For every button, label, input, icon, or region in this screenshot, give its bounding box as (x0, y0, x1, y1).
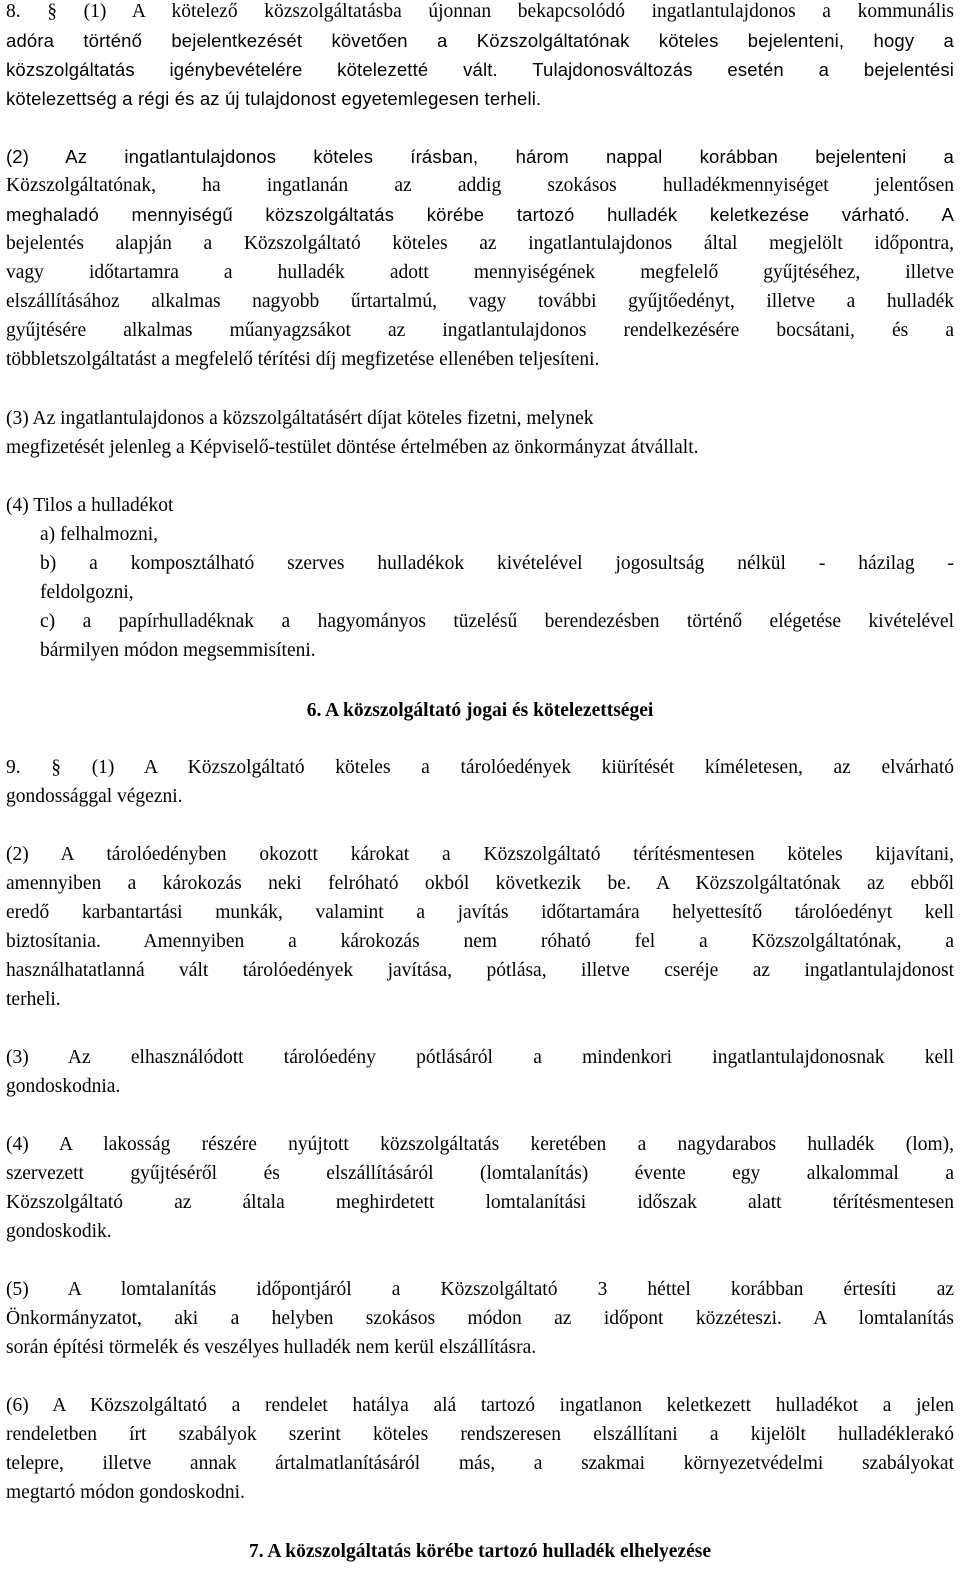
text-line: adóra történő bejelentkezését követően a Közszolgáltatónak köteles bejelenteni, hogy a (6, 30, 954, 51)
text-line: közszolgáltatás igénybevételére kötelezetté vált. Tulajdonosváltozás esetén a bejelentési (6, 59, 954, 80)
list-item-c-cont: bármilyen módon megsemmisíteni. (40, 640, 316, 661)
paragraph-9-4 (6, 1130, 954, 1246)
paragraph-8-4 (6, 491, 954, 665)
text-line: (3) Az elhasználódott tárolóedény pótlásáról a mindenkori ingatlantulajdonosnak kell (6, 1047, 954, 1068)
list-item-a: a) felhalmozni, (40, 524, 159, 545)
text-line: többletszolgáltatást a megfelelő térítési díj megfizetése ellenében teljesíteni. (6, 349, 600, 370)
text-line: bejelentés alapján a Közszolgáltató köteles az ingatlantulajdonos által megjelölt időpontra, (6, 233, 954, 254)
list-item-b-cont: feldolgozni, (40, 582, 134, 603)
paragraph-8-3 (6, 404, 954, 462)
text-line: telepre, illetve annak ártalmatlanításáról más, a szakmai környezetvédelmi szabályokat (6, 1453, 954, 1474)
text-line: (4) A lakosság részére nyújtott közszolgáltatás keretében a nagydarabos hulladék (lom), (6, 1134, 954, 1155)
text-line: meghaladó mennyiségű közszolgáltatás körébe tartozó hulladék keletkezése várható. A (6, 204, 954, 225)
text-line: elszállításához alkalmas nagyobb űrtartalmú, vagy további gyűjtőedényt, illetve a hulladék (6, 291, 954, 312)
text-line: biztosítania. Amennyiben a károkozás nem róható fel a Közszolgáltatónak, a (6, 931, 954, 952)
paragraph-9-2 (6, 840, 954, 1014)
text-line: (5) A lomtalanítás időpontjáról a Közszolgáltató 3 héttel korábban értesíti az (6, 1279, 954, 1300)
section-heading-7: 7. A közszolgáltatás körébe tartozó hulladék elhelyezése (249, 1541, 711, 1562)
text-line: Közszolgáltatónak, ha ingatlanán az addig szokásos hulladékmennyiséget jelentősen (6, 175, 954, 196)
text-line: (3) Az ingatlantulajdonos a közszolgáltatásért díjat köteles fizetni, melynek (6, 408, 594, 429)
paragraph-9-1 (6, 753, 954, 811)
text-line: gondossággal végezni. (6, 786, 183, 807)
text-line: megfizetését jelenleg a Képviselő-testület döntése értelmében az önkormányzat átvállalt. (6, 437, 699, 458)
text-line: megtartó módon gondoskodni. (6, 1482, 245, 1503)
paragraph-9-5 (6, 1275, 954, 1362)
text-line: gondoskodnia. (6, 1076, 121, 1097)
paragraph-8-2 (6, 142, 954, 374)
text-line: Közszolgáltató az általa meghirdetett lomtalanítási időszak alatt térítésmentesen (6, 1192, 954, 1213)
text-line: szervezett gyűjtéséről és elszállításáról (lomtalanítás) évente egy alkalommal a (6, 1163, 954, 1184)
paragraph-9-3 (6, 1043, 954, 1101)
text-line: (6) A Közszolgáltató a rendelet hatálya alá tartozó ingatlanon keletkezett hulladékot a jelen (6, 1395, 954, 1416)
text-line: gondoskodik. (6, 1221, 112, 1242)
text-line: során építési törmelék és veszélyes hulladék nem kerül elszállításra. (6, 1337, 537, 1358)
list-item-b: b) a komposztálható szerves hulladékok kivételével jogosultság nélkül - házilag - (40, 553, 954, 574)
text-line: gyűjtésére alkalmas műanyagzsákot az ingatlantulajdonos rendelkezésére bocsátani, és a (6, 320, 954, 341)
text-line: (2) Az ingatlantulajdonos köteles írásban, három nappal korábban bejelenteni a (6, 146, 954, 167)
text-line: amennyiben a károkozás neki felróható okból következik be. A Közszolgáltatónak az ebből (6, 873, 954, 894)
text-line: vagy időtartamra a hulladék adott mennyiségének megfelelő gyűjtéséhez, illetve (6, 262, 954, 283)
text-line: eredő karbantartási munkák, valamint a javítás időtartamára helyettesítő tárolóedényt kell (6, 902, 954, 923)
paragraph-8-1 (6, 0, 954, 113)
text-line: 9. § (1) A Közszolgáltató köteles a tárolóedények kiürítését kíméletesen, az elvárható (6, 757, 954, 778)
paragraph-9-6 (6, 1391, 954, 1507)
text-line: Önkormányzatot, aki a helyben szokásos módon az időpont közzéteszi. A lomtalanítás (6, 1308, 954, 1329)
section-heading-6: 6. A közszolgáltató jogai és kötelezettségei (306, 700, 654, 721)
list-item-c: c) a papírhulladéknak a hagyományos tüzelésű berendezésben történő elégetése kivételével (40, 611, 954, 632)
text-line: (2) A tárolóedényben okozott károkat a Közszolgáltató térítésmentesen köteles kijavítani, (6, 844, 954, 865)
text-line: (4) Tilos a hulladékot (6, 495, 174, 516)
text-line: kötelezettség a régi és az új tulajdonost egyetemlegesen terheli. (6, 88, 542, 109)
text-line: terheli. (6, 989, 61, 1010)
text-line: 8. § (1) A kötelező közszolgáltatásba újonnan bekapcsolódó ingatlantulajdonos a kommunális (6, 1, 954, 22)
text-line: használhatatlanná vált tárolóedények javítása, pótlása, illetve cseréje az ingatlantulajdonost (6, 960, 954, 981)
text-line: rendeletben írt szabályok szerint köteles rendszeresen elszállítani a kijelölt hulladéklerakó (6, 1424, 954, 1445)
